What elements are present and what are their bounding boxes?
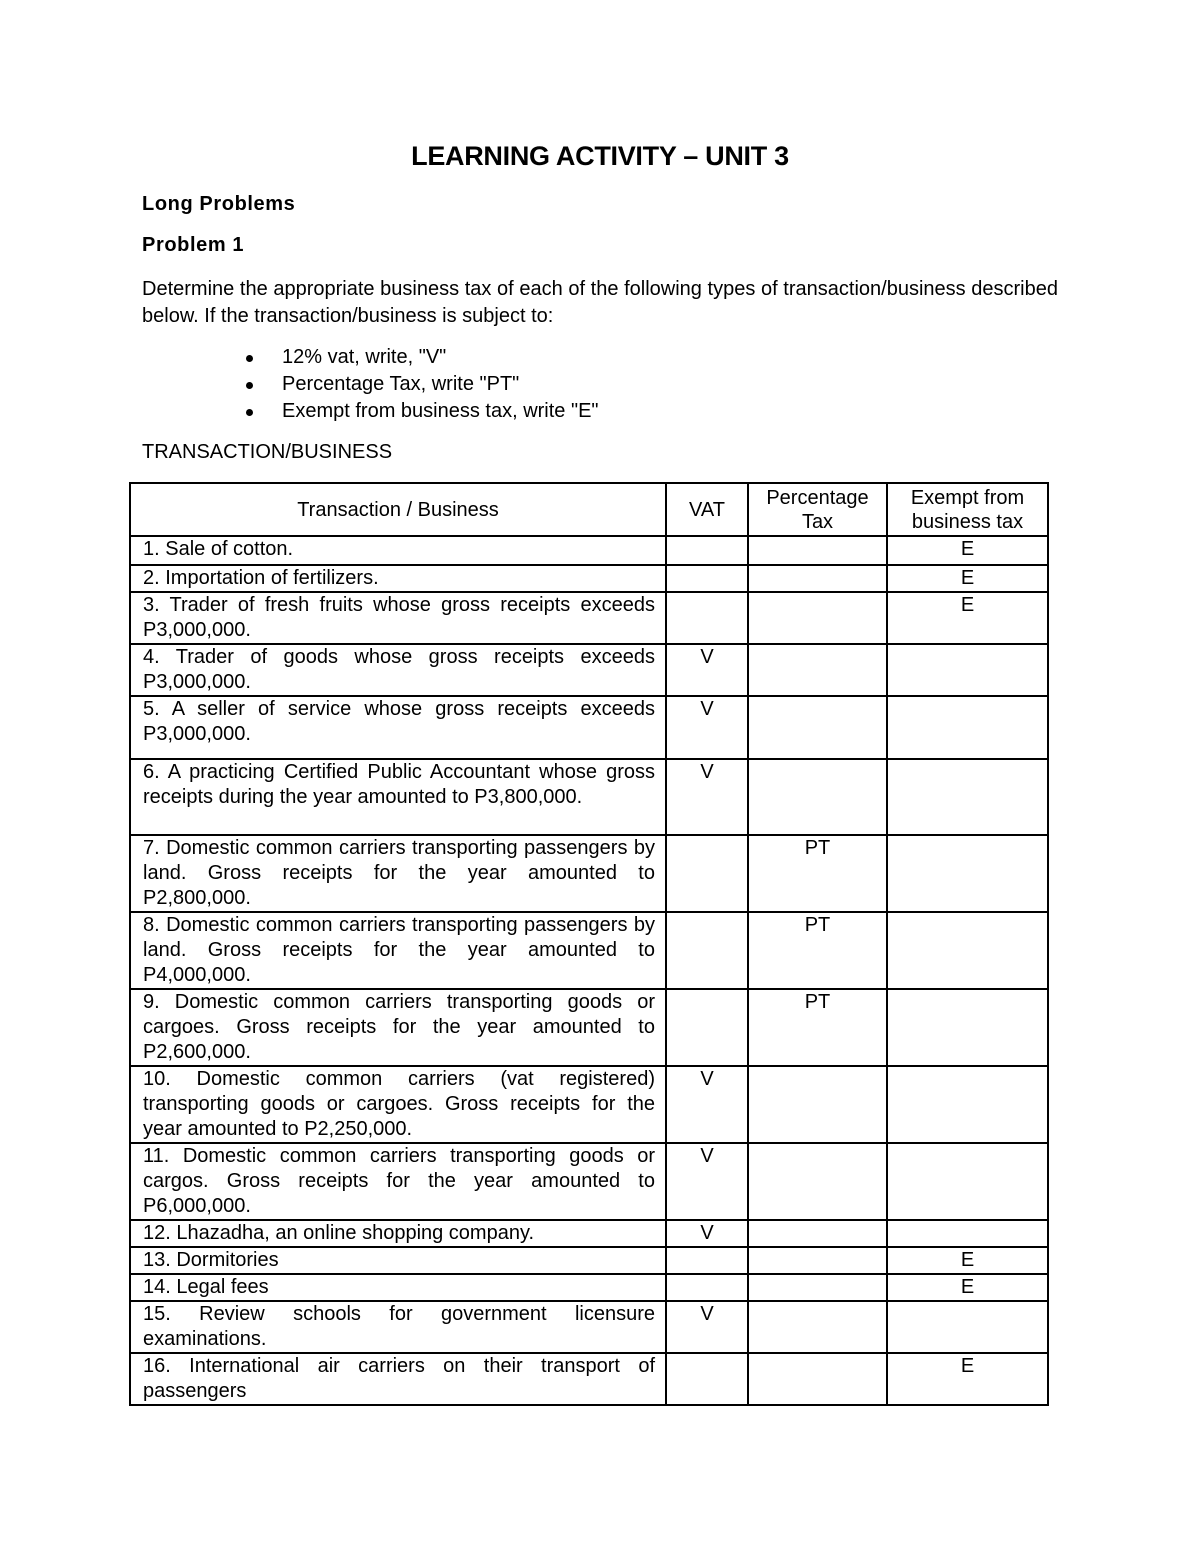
percentage-tax-cell	[748, 1301, 887, 1353]
exempt-cell	[887, 1301, 1048, 1353]
vat-cell: V	[666, 696, 748, 759]
table-header-row	[130, 483, 1048, 536]
transaction-cell: 4. Trader of goods whose gross receipts exceeds P3,000,000.	[130, 644, 666, 696]
vat-cell	[666, 1353, 748, 1405]
table-row	[130, 1220, 1048, 1247]
vat-cell	[666, 565, 748, 592]
problem-heading: Problem 1	[142, 234, 245, 256]
vat-cell: V	[666, 1220, 748, 1247]
vat-cell	[666, 835, 748, 912]
percentage-tax-cell	[748, 1143, 887, 1220]
table-row	[130, 536, 1048, 565]
percentage-tax-cell	[748, 1274, 887, 1301]
exempt-cell	[887, 989, 1048, 1066]
exempt-cell: E	[887, 1247, 1048, 1274]
percentage-tax-cell	[748, 644, 887, 696]
exempt-cell: E	[887, 1353, 1048, 1405]
list-item-text: 12% vat, write, "V"	[282, 346, 447, 368]
table-row	[130, 759, 1048, 835]
transaction-cell: 16. International air carriers on their transport of passengers	[130, 1353, 666, 1405]
list-item-text: Exempt from business tax, write "E"	[282, 400, 599, 422]
table-row	[130, 696, 1048, 759]
list-item	[246, 344, 599, 371]
percentage-tax-cell: PT	[748, 989, 887, 1066]
vat-cell: V	[666, 644, 748, 696]
table-row	[130, 989, 1048, 1066]
transaction-cell: 9. Domestic common carriers transporting goods or cargoes. Gross receipts for the year amounted to P2,600,000.	[130, 989, 666, 1066]
exempt-cell	[887, 1220, 1048, 1247]
table-row	[130, 1066, 1048, 1143]
table-row	[130, 565, 1048, 592]
list-item	[246, 398, 599, 425]
vat-cell	[666, 592, 748, 644]
page-title: LEARNING ACTIVITY – UNIT 3	[411, 141, 789, 171]
exempt-cell: E	[887, 592, 1048, 644]
transaction-cell: 2. Importation of fertilizers.	[130, 565, 666, 592]
vat-cell: V	[666, 1143, 748, 1220]
header-exempt: Exempt from business tax	[887, 483, 1048, 536]
table-row	[130, 1143, 1048, 1220]
vat-cell	[666, 912, 748, 989]
table-row	[130, 1274, 1048, 1301]
percentage-tax-cell	[748, 1247, 887, 1274]
list-item	[246, 371, 599, 398]
transaction-cell: 3. Trader of fresh fruits whose gross receipts exceeds P3,000,000.	[130, 592, 666, 644]
exempt-cell	[887, 759, 1048, 835]
table-row	[130, 1353, 1048, 1405]
percentage-tax-cell: PT	[748, 835, 887, 912]
vat-cell: V	[666, 1301, 748, 1353]
bullet-icon	[246, 409, 253, 416]
exempt-cell	[887, 835, 1048, 912]
transaction-cell: 6. A practicing Certified Public Accountant whose gross receipts during the year amounted to P3,800,000.	[130, 759, 666, 835]
transaction-cell: 14. Legal fees	[130, 1274, 666, 1301]
transaction-cell: 5. A seller of service whose gross receipts exceeds P3,000,000.	[130, 696, 666, 759]
percentage-tax-cell	[748, 592, 887, 644]
vat-cell: V	[666, 759, 748, 835]
vat-cell	[666, 989, 748, 1066]
percentage-tax-cell: PT	[748, 912, 887, 989]
vat-cell	[666, 1274, 748, 1301]
transaction-cell: 7. Domestic common carriers transporting passengers by land. Gross receipts for the year amounted to P2,800,000.	[130, 835, 666, 912]
exempt-cell	[887, 912, 1048, 989]
exempt-cell	[887, 1143, 1048, 1220]
transaction-cell: 8. Domestic common carriers transporting passengers by land. Gross receipts for the year amounted to P4,000,000.	[130, 912, 666, 989]
exempt-cell	[887, 696, 1048, 759]
bullet-icon	[246, 382, 253, 389]
table-row	[130, 1301, 1048, 1353]
transaction-cell: 11. Domestic common carriers transporting goods or cargos. Gross receipts for the year amounted to P6,000,000.	[130, 1143, 666, 1220]
table-row	[130, 1247, 1048, 1274]
vat-cell: V	[666, 1066, 748, 1143]
transaction-cell: 15. Review schools for government licensure examinations.	[130, 1301, 666, 1353]
table-label: TRANSACTION/BUSINESS	[142, 441, 393, 463]
table-row	[130, 912, 1048, 989]
percentage-tax-cell	[748, 536, 887, 565]
vat-cell	[666, 536, 748, 565]
transaction-cell: 13. Dormitories	[130, 1247, 666, 1274]
vat-cell	[666, 1247, 748, 1274]
transaction-cell: 12. Lhazadha, an online shopping company.	[130, 1220, 666, 1247]
exempt-cell: E	[887, 536, 1048, 565]
exempt-cell	[887, 1066, 1048, 1143]
percentage-tax-cell	[748, 565, 887, 592]
table-row	[130, 592, 1048, 644]
exempt-cell: E	[887, 565, 1048, 592]
table-row	[130, 835, 1048, 912]
list-item-text: Percentage Tax, write "PT"	[282, 373, 520, 395]
instructions-paragraph: Determine the appropriate business tax of each of the following types of transaction/business described below. If the transaction/business is subject to:	[142, 278, 1058, 327]
section-heading: Long Problems	[142, 193, 296, 215]
percentage-tax-cell	[748, 696, 887, 759]
percentage-tax-cell	[748, 1066, 887, 1143]
percentage-tax-cell	[748, 759, 887, 835]
percentage-tax-cell	[748, 1220, 887, 1247]
exempt-cell: E	[887, 1274, 1048, 1301]
bullet-icon	[246, 355, 253, 362]
header-percentage-tax: Percentage Tax	[748, 483, 887, 536]
percentage-tax-cell	[748, 1353, 887, 1405]
table-row	[130, 644, 1048, 696]
transaction-cell: 10. Domestic common carriers (vat registered) transporting goods or cargoes. Gross receipts for the year amounted to P2,250,000.	[130, 1066, 666, 1143]
transaction-cell: 1. Sale of cotton.	[130, 536, 666, 565]
header-vat: VAT	[666, 483, 748, 536]
header-transaction: Transaction / Business	[130, 483, 666, 536]
exempt-cell	[887, 644, 1048, 696]
transaction-table	[129, 482, 1049, 1406]
answer-key-list	[246, 344, 599, 425]
